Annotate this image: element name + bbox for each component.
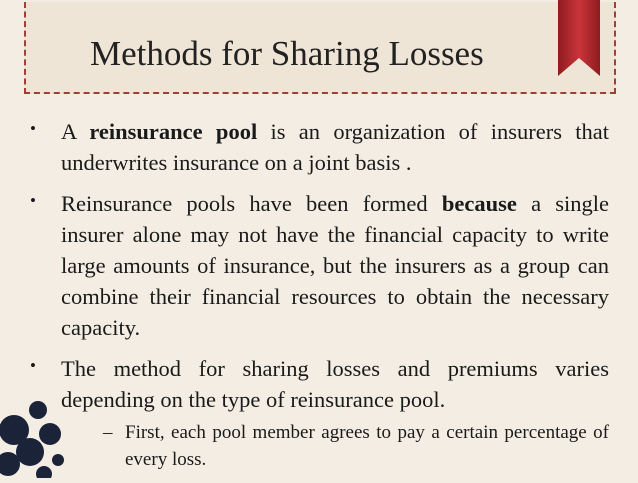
sub-bullet-text: First, each pool member agrees to pay a certain percentage of every loss.	[125, 422, 609, 470]
slide-title: Methods for Sharing Losses	[90, 34, 484, 73]
bullet-glyph: •	[30, 191, 36, 210]
bullet-item-pools-formed	[24, 188, 609, 343]
bullet-text-bold: because	[441, 191, 517, 216]
bullet-glyph: •	[30, 356, 36, 375]
dash-glyph: –	[103, 422, 113, 443]
bullet-item-reinsurance-pool	[24, 116, 609, 178]
bullet-text-post: a single insurer alone may not have the financial capacity to write large amounts of insurance, but the insurers as a group can combine their financial resources to obtain the necessary capacity.	[61, 191, 609, 340]
bullet-text: The method for sharing losses and premiums varies depending on the type of reinsurance pool.	[61, 356, 609, 412]
bullet-text-bold: reinsurance pool	[89, 119, 258, 144]
sub-bullet-item	[61, 419, 609, 473]
ink-blot-decoration-icon	[0, 390, 80, 478]
bullet-glyph: •	[30, 119, 36, 138]
bullet-text-post: is an organization of insurers that underwrites insurance on a joint basis .	[61, 119, 609, 175]
bullet-text-pre: Reinsurance pools have been formed	[61, 191, 442, 216]
bullet-text-pre: A	[61, 119, 90, 144]
bullet-item-sharing-method	[24, 353, 609, 473]
bookmark-ribbon-icon	[558, 0, 600, 76]
bullet-list	[24, 116, 609, 483]
